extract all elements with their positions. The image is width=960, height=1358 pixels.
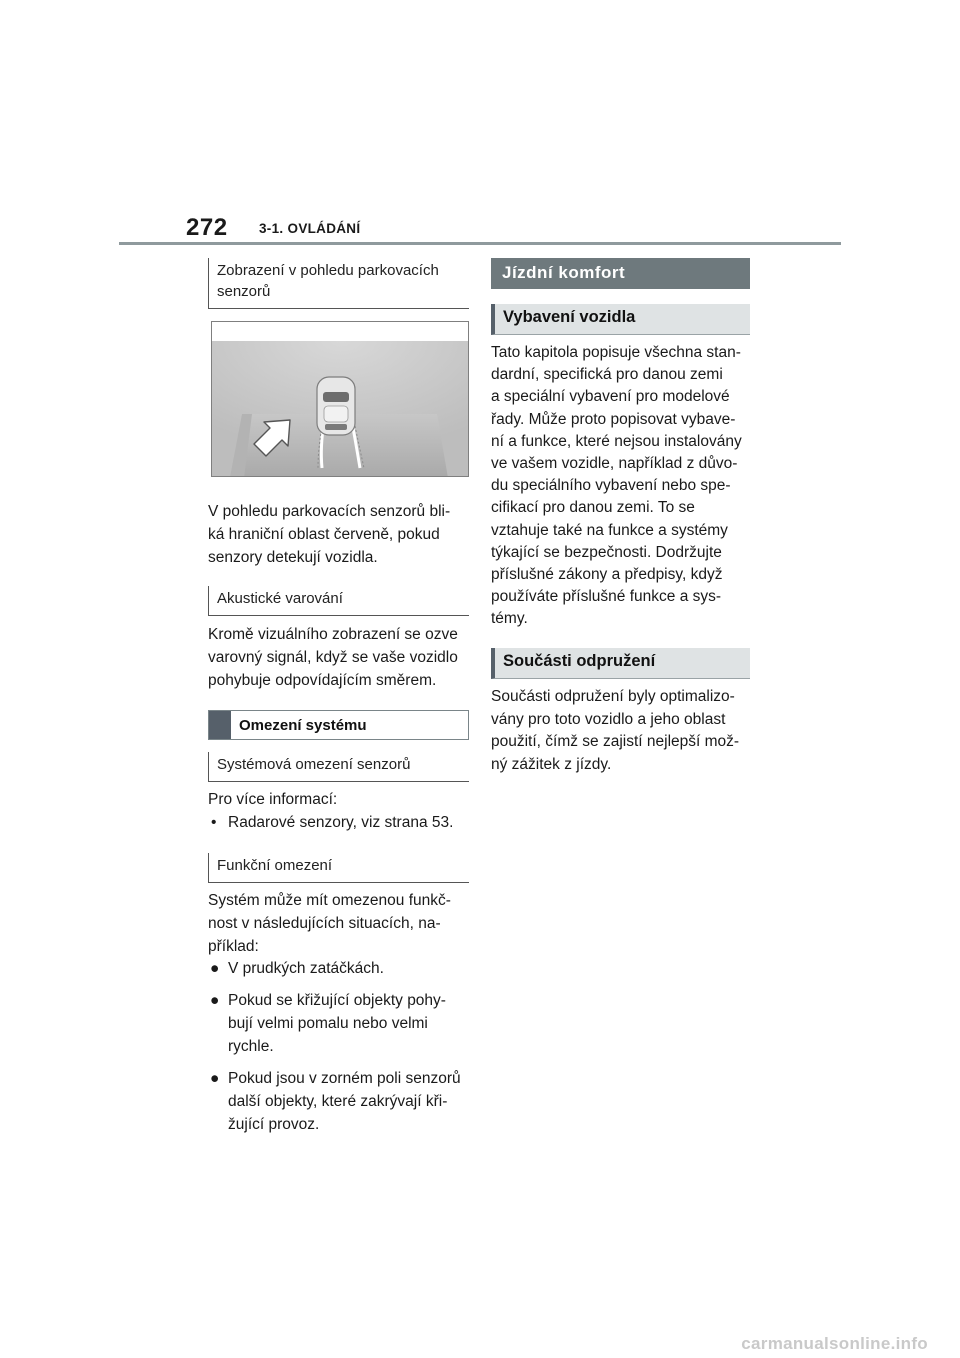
text-line: Kromě vizuálního zobrazení se ozve (208, 626, 458, 643)
car-icon (317, 377, 355, 435)
bullet-dot-icon: ● (210, 1070, 220, 1087)
text-line: dardní, specifická pro danou zemi (491, 366, 723, 384)
parking-sensor-illustration (212, 322, 469, 477)
parking-sensor-view-figure (211, 321, 469, 477)
heading-bar (209, 711, 231, 739)
subheading-sensor-limits (208, 752, 469, 782)
paragraph-vehicle-equipment (491, 342, 750, 631)
subheading-function-limits-text: Funkční omezení (217, 857, 333, 874)
subheading-parking-view-text: Zobrazení v pohledu parkovacích senzorů (217, 262, 439, 300)
text-line: bují velmi pomalu nebo velmi (228, 1015, 428, 1032)
text-line: příslušné zákony a předpisy, když (491, 566, 723, 584)
bullet-dot-icon: ● (210, 960, 220, 977)
more-info-label: Pro více informací: (208, 791, 338, 808)
text-line: rychle. (228, 1038, 274, 1055)
chapter-title: 3-1. OVLÁDÁNÍ (259, 221, 361, 236)
watermark: carmanualsonline.info (741, 1334, 928, 1353)
text-line: a speciální vybavení pro modelové (491, 388, 730, 406)
text-line: cifikací pro danou zemi. To se (491, 499, 695, 517)
text-line: pohybuje odpovídajícím směrem. (208, 672, 437, 689)
text-line: varovný signál, když se vaše vozidlo (208, 649, 458, 666)
text-line: Pokud se křižující objekty pohy- (228, 992, 446, 1009)
heading-vehicle-equipment (491, 304, 750, 335)
cross-reference-link[interactable]: Radarové senzory, viz strana 53. (228, 814, 454, 831)
list-item (208, 1067, 469, 1136)
text-line: Součásti odpružení byly optimalizo- (491, 688, 735, 705)
bullet-dot-icon: ● (210, 992, 220, 1009)
list-bullet: • (211, 814, 217, 831)
text-line: Systém může mít omezenou funkč- (208, 892, 451, 909)
text-line: senzory detekují vozidla. (208, 549, 378, 566)
text-line: V pohledu parkovacích senzorů bli- (208, 503, 451, 520)
more-info-block (208, 788, 469, 834)
text-line: Tato kapitola popisuje všechna stan- (491, 344, 741, 361)
subheading-function-limits (208, 853, 469, 883)
text-line: ve vašem vozidle, například z důvo- (491, 455, 738, 473)
list-item (208, 957, 469, 980)
text-line: vztahuje také na funkce a systémy (491, 521, 728, 539)
heading-system-limits (208, 710, 469, 740)
text-line: ká hraniční oblast červeně, pokud (208, 526, 440, 543)
text-line: žující provoz. (228, 1116, 320, 1133)
text-line: témy. (491, 610, 528, 628)
heading-suspension-parts (491, 648, 750, 679)
text-line: nost v následujících situacích, na- (208, 915, 441, 932)
text-line: další objekty, které zakrývají kři- (228, 1093, 448, 1110)
paragraph-parking-view (208, 500, 469, 569)
text-line: ný zážitek z jízdy. (491, 755, 612, 773)
heading-suspension-parts-text: Součásti odpružení (503, 652, 656, 670)
limits-list (208, 957, 469, 1136)
text-line: du speciálního vybavení nebo spe- (491, 477, 731, 495)
header-divider (119, 242, 841, 245)
paragraph-suspension (491, 686, 750, 776)
text-line: řady. Může proto popisovat vybave- (491, 410, 736, 428)
subheading-sensor-limits-text: Systémová omezení senzorů (217, 756, 411, 773)
text-line: ní a funkce, které nejsou instalovány (491, 432, 742, 450)
more-info-item (208, 811, 469, 834)
section-title-driving-comfort (491, 258, 750, 289)
text-line: použití, čímž se zajistí nejlepší mož- (491, 733, 740, 750)
subheading-acoustic-warning (208, 586, 469, 616)
paragraph-function-limits (208, 889, 469, 958)
text-line: příklad: (208, 938, 259, 955)
heading-vehicle-equipment-text: Vybavení vozidla (503, 308, 636, 326)
section-title-text: Jízdní komfort (502, 263, 626, 282)
text-line: vány pro toto vozidlo a jeho oblast (491, 710, 726, 728)
text-line: používáte příslušné funkce a sys- (491, 588, 722, 606)
text-line: V prudkých zatáčkách. (228, 960, 384, 977)
paragraph-acoustic (208, 623, 469, 692)
list-item (208, 989, 469, 1058)
heading-system-limits-text: Omezení systému (239, 716, 367, 734)
text-line: týkající se bezpečnosti. Dodržujte (491, 543, 722, 561)
subheading-parking-view (208, 258, 469, 309)
text-line: Pokud jsou v zorném poli senzorů (228, 1070, 461, 1087)
subheading-acoustic-warning-text: Akustické varování (217, 590, 343, 607)
page-number: 272 (186, 214, 228, 241)
